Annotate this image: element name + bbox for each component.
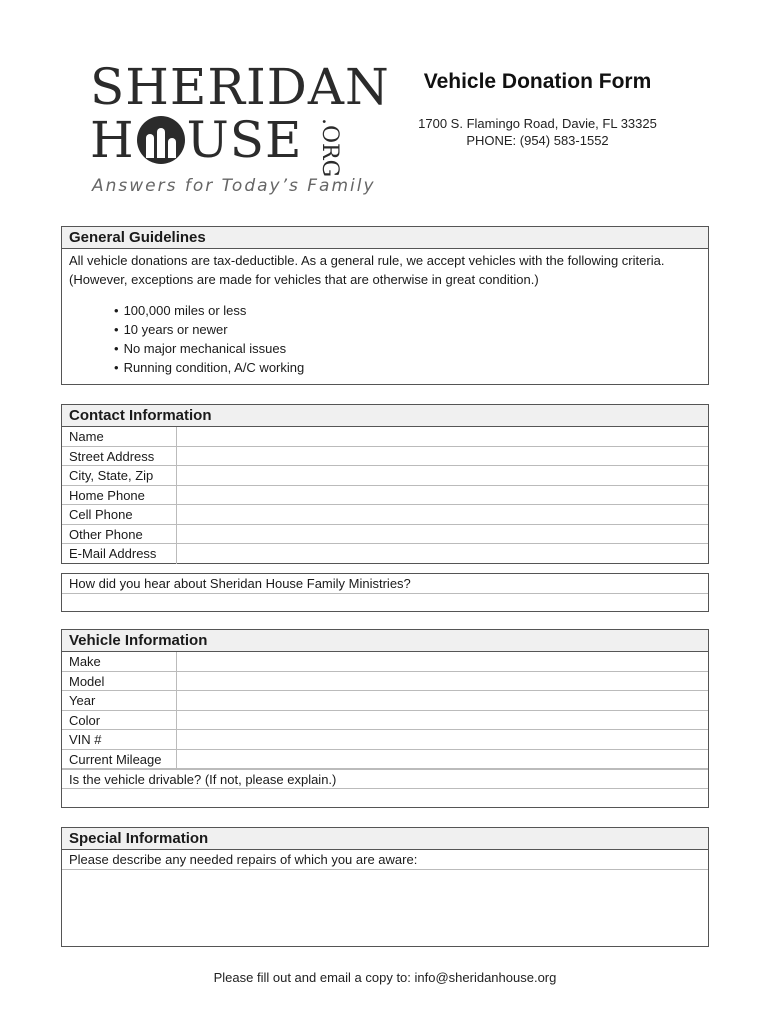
form-row [62, 466, 708, 486]
form-row [62, 544, 708, 564]
logo-line-sheridan: SHERIDAN [90, 58, 390, 116]
section-heading: Contact Information [62, 405, 708, 427]
list-item: • 100,000 miles or less [114, 301, 708, 320]
list-item: • 10 years or newer [114, 320, 708, 339]
city-state-zip-field[interactable] [177, 466, 708, 485]
section-heading: Vehicle Information [62, 630, 708, 652]
field-label: Year [62, 691, 177, 710]
form-title: Vehicle Donation Form [423, 70, 652, 93]
footer-instructions: Please fill out and email a copy to: info@sheridanhouse.org [213, 970, 557, 985]
field-label: VIN # [62, 730, 177, 749]
form-row [62, 691, 708, 711]
logo-house-h: H [90, 111, 135, 169]
form-row [62, 486, 708, 506]
field-label: City, State, Zip [62, 466, 177, 485]
field-label: Current Mileage [62, 750, 177, 769]
field-label: Color [62, 711, 177, 730]
logo-org: .ORG [317, 118, 342, 178]
drivable-question: Is the vehicle drivable? (If not, please explain.) [62, 769, 708, 789]
field-label: Model [62, 672, 177, 691]
make-field[interactable] [177, 652, 708, 671]
field-label: E-Mail Address [62, 544, 177, 564]
logo-line-house [90, 112, 303, 168]
field-label: Home Phone [62, 486, 177, 505]
street-address-field[interactable] [177, 447, 708, 466]
vin-field[interactable] [177, 730, 708, 749]
other-phone-field[interactable] [177, 525, 708, 544]
color-field[interactable] [177, 711, 708, 730]
section-heading: Special Information [62, 828, 708, 850]
form-row [62, 427, 708, 447]
repairs-question: Please describe any needed repairs of which you are aware: [62, 850, 708, 870]
cell-phone-field[interactable] [177, 505, 708, 524]
vehicle-information-section [61, 629, 709, 808]
form-row [62, 750, 708, 770]
field-label: Other Phone [62, 525, 177, 544]
field-label: Street Address [62, 447, 177, 466]
repairs-answer-field[interactable] [62, 870, 708, 946]
year-field[interactable] [177, 691, 708, 710]
form-row [62, 711, 708, 731]
form-row [62, 730, 708, 750]
organization-phone: PHONE: (954) 583-1552 [466, 133, 609, 148]
logo-tagline: Answers for Today’s Family [92, 176, 376, 196]
home-phone-field[interactable] [177, 486, 708, 505]
list-item: • No major mechanical issues [114, 339, 708, 358]
form-row [62, 652, 708, 672]
field-label: Cell Phone [62, 505, 177, 524]
logo-house-use: USE [186, 111, 303, 169]
field-label: Name [62, 427, 177, 446]
current-mileage-field[interactable] [177, 750, 708, 769]
email-address-field[interactable] [177, 544, 708, 564]
organization-address: 1700 S. Flamingo Road, Davie, FL 33325 [418, 116, 657, 131]
criteria-list [62, 291, 708, 377]
list-item: • Running condition, A/C working [114, 358, 708, 377]
name-field[interactable] [177, 427, 708, 446]
form-header [400, 70, 675, 148]
referral-section [61, 573, 709, 612]
contact-information-section [61, 404, 709, 564]
referral-answer-field[interactable] [62, 594, 708, 613]
guidelines-text: All vehicle donations are tax-deductible. As a general rule, we accept vehicles with the following criteria. (However, exceptions are made for vehicles that are otherwise in great condition.) [69, 253, 665, 287]
field-label: Make [62, 652, 177, 671]
form-row [62, 672, 708, 692]
family-silhouette-icon [137, 116, 185, 164]
form-row [62, 505, 708, 525]
special-information-section [61, 827, 709, 947]
form-row [62, 447, 708, 467]
referral-question: How did you hear about Sheridan House Family Ministries? [62, 574, 708, 594]
model-field[interactable] [177, 672, 708, 691]
section-heading: General Guidelines [62, 227, 708, 249]
form-row [62, 525, 708, 545]
drivable-answer-field[interactable] [62, 789, 708, 808]
general-guidelines-section [61, 226, 709, 385]
sheridan-house-logo [90, 58, 390, 202]
